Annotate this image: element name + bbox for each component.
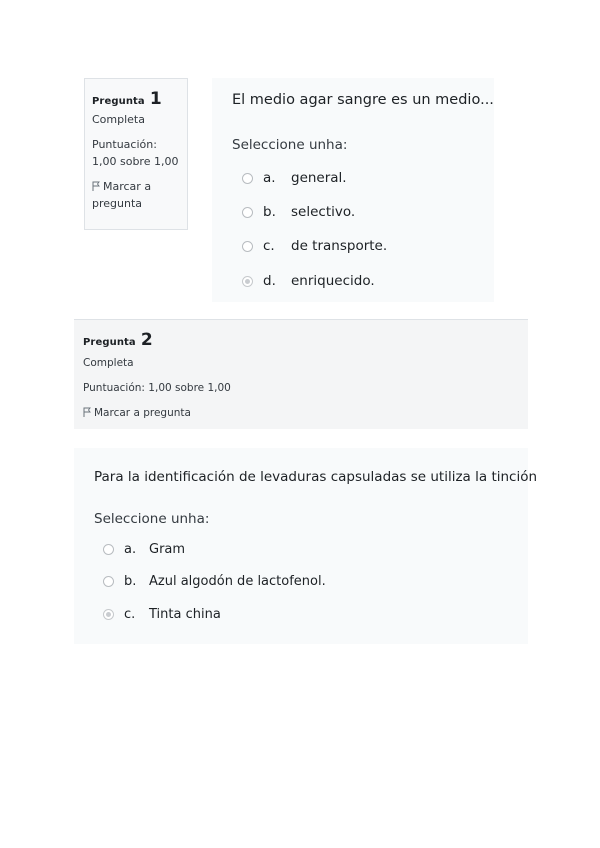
question-2-score: Puntuación: 1,00 sobre 1,00: [83, 382, 231, 394]
question-1-content: [212, 78, 494, 302]
question-1-score-label: Puntuación:: [92, 138, 157, 151]
radio-dot: [245, 279, 250, 284]
question-2-answer-c[interactable]: c. Tinta china: [103, 607, 221, 622]
question-1-answer-d[interactable]: d. enriquecido.: [242, 273, 375, 289]
radio-button[interactable]: [103, 576, 114, 587]
question-2-number: 2: [140, 330, 153, 350]
radio-button[interactable]: [242, 241, 253, 252]
question-1-prompt: Seleccione unha:: [232, 137, 348, 153]
question-2-info: [74, 319, 528, 429]
radio-button-selected[interactable]: [242, 276, 253, 287]
answer-text: selectivo.: [291, 204, 356, 220]
radio-button[interactable]: [242, 173, 253, 184]
flag-label-line-2: pregunta: [92, 197, 143, 210]
question-1-flag-link[interactable]: [92, 178, 180, 212]
question-2-prompt: Seleccione unha:: [94, 511, 210, 527]
question-1-answer-c[interactable]: c. de transporte.: [242, 238, 387, 254]
question-1-number: 1: [149, 89, 162, 109]
question-1-title: Pregunta 1: [92, 89, 162, 109]
flag-label-line-1: Marcar a: [103, 180, 152, 193]
radio-button-selected[interactable]: [103, 609, 114, 620]
question-2-status: Completa: [83, 357, 134, 369]
question-1-info: [84, 78, 188, 230]
answer-text: general.: [291, 170, 347, 186]
question-2-answer-a[interactable]: a. Gram: [103, 542, 185, 557]
question-1-status: Completa: [92, 113, 145, 126]
radio-dot: [106, 612, 111, 617]
answer-text: de transporte.: [291, 238, 388, 254]
flag-label: Marcar a pregunta: [94, 407, 191, 419]
answer-text: Tinta china: [149, 607, 221, 622]
question-2-content: [74, 448, 538, 644]
question-2-title: Pregunta 2: [83, 330, 153, 350]
answer-text: Gram: [149, 542, 186, 557]
question-1-answer-a[interactable]: a. general.: [242, 170, 347, 186]
question-1-score-value: 1,00 sobre 1,00: [92, 155, 179, 168]
question-1-answer-b[interactable]: b. selectivo.: [242, 204, 355, 220]
answer-text: Azul algodón de lactofenol.: [149, 574, 326, 589]
question-2-flag-link[interactable]: [83, 405, 519, 422]
flag-icon: [92, 181, 100, 191]
question-2-text: Para la identificación de levaduras capsuladas se utiliza la tinción: [94, 469, 538, 485]
question-2-answer-b[interactable]: b. Azul algodón de lactofenol.: [103, 574, 326, 589]
question-1-text: El medio agar sangre es un medio...: [232, 92, 494, 108]
answer-text: enriquecido.: [291, 273, 375, 289]
flag-icon: [83, 407, 91, 417]
radio-button[interactable]: [103, 544, 114, 555]
radio-button[interactable]: [242, 207, 253, 218]
